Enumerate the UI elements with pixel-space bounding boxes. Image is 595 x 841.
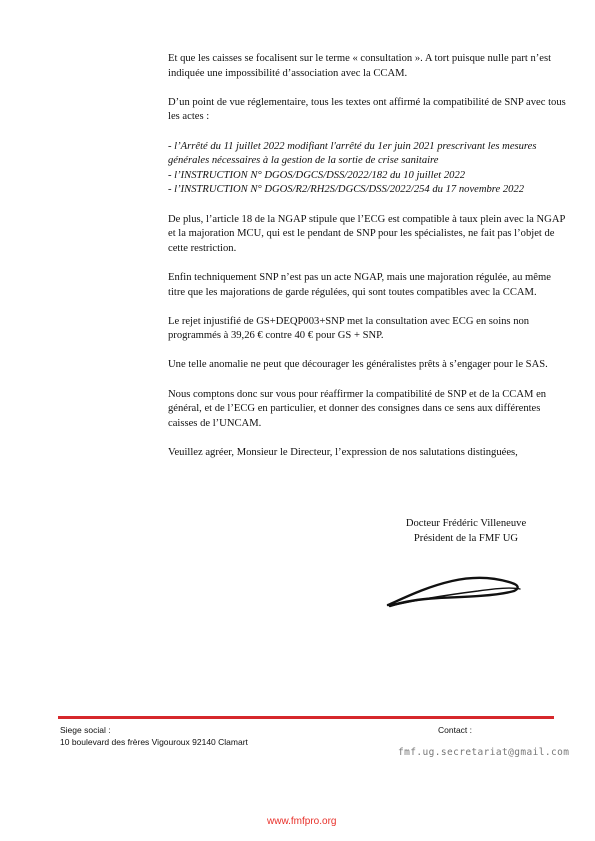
paragraph: Et que les caisses se focalisent sur le terme « consultation ». A tort puisque nulle part n’est indiquée une impossibilité d’association avec la CCAM. xyxy=(168,53,552,79)
closing-paragraph: Veuillez agréer, Monsieur le Directeur, l’expression de nos salutations distinguées, xyxy=(168,447,518,459)
letter-body xyxy=(168,52,568,475)
paragraph: Enfin techniquement SNP n’est pas un acte NGAP, mais une majoration régulée, au même titre que les majorations de garde régulées, qui sont toutes compatibles avec la CCAM. xyxy=(168,271,551,298)
paragraph: Le rejet injustifié de GS+DEQP003+SNP met la consultation avec ECG en soins non programmés à 39,26 € contre 40 € pour GS + SNP. xyxy=(168,315,530,342)
paragraph: De plus, l’article 18 de la NGAP stipule que l’ECG est compatible à taux plein avec la NGAP et la majoration MCU, qui est le pendant de SNP pour les spécialistes, ne fait pas l’objet de cette restriction. xyxy=(168,213,565,254)
reference-item: - l’INSTRUCTION N° DGOS/DGCS/DSS/2022/182 du 10 juillet 2022 xyxy=(168,169,466,181)
paragraph: D’un point de vue réglementaire, tous les textes ont affirmé la compatibilité de SNP avec tous les actes : xyxy=(168,96,566,123)
siege-address: 10 boulevard des frères Vigouroux 92140 Clamart xyxy=(60,737,248,747)
handwritten-signature xyxy=(386,575,526,609)
references-list xyxy=(168,140,568,198)
signatory-title: Président de la FMF UG xyxy=(413,532,519,544)
website-link[interactable]: www.fmfpro.org xyxy=(267,816,337,827)
contact-label: Contact : xyxy=(438,725,473,735)
reference-item: - l’Arrêté du 11 juillet 2022 modifiant l'arrêté du 1er juin 2021 prescrivant les mesures générales nécessaires à la gestion de la sortie de crise sanitaire xyxy=(168,140,537,167)
signature-block xyxy=(378,517,554,546)
signatory-name: Docteur Frédéric Villeneuve xyxy=(405,518,527,529)
contact-email-link[interactable]: fmf.ug.secretariat@gmail.com xyxy=(398,747,570,758)
reference-item: - l’INSTRUCTION N° DGOS/R2/RH2S/DGCS/DSS/2022/254 du 17 novembre 2022 xyxy=(168,184,525,196)
footer-divider xyxy=(58,716,554,719)
paragraph: Une telle anomalie ne peut que décourager les généralistes prêts à s’engager pour le SAS. xyxy=(168,359,548,371)
paragraph: Nous comptons donc sur vous pour réaffirmer la compatibilité de SNP et de la CCAM en général, et de l’ECG en particulier, et donner des consignes dans ce sens aux différentes caisses de l’UNCAM. xyxy=(168,388,547,429)
siege-label: Siege social : xyxy=(60,725,111,735)
